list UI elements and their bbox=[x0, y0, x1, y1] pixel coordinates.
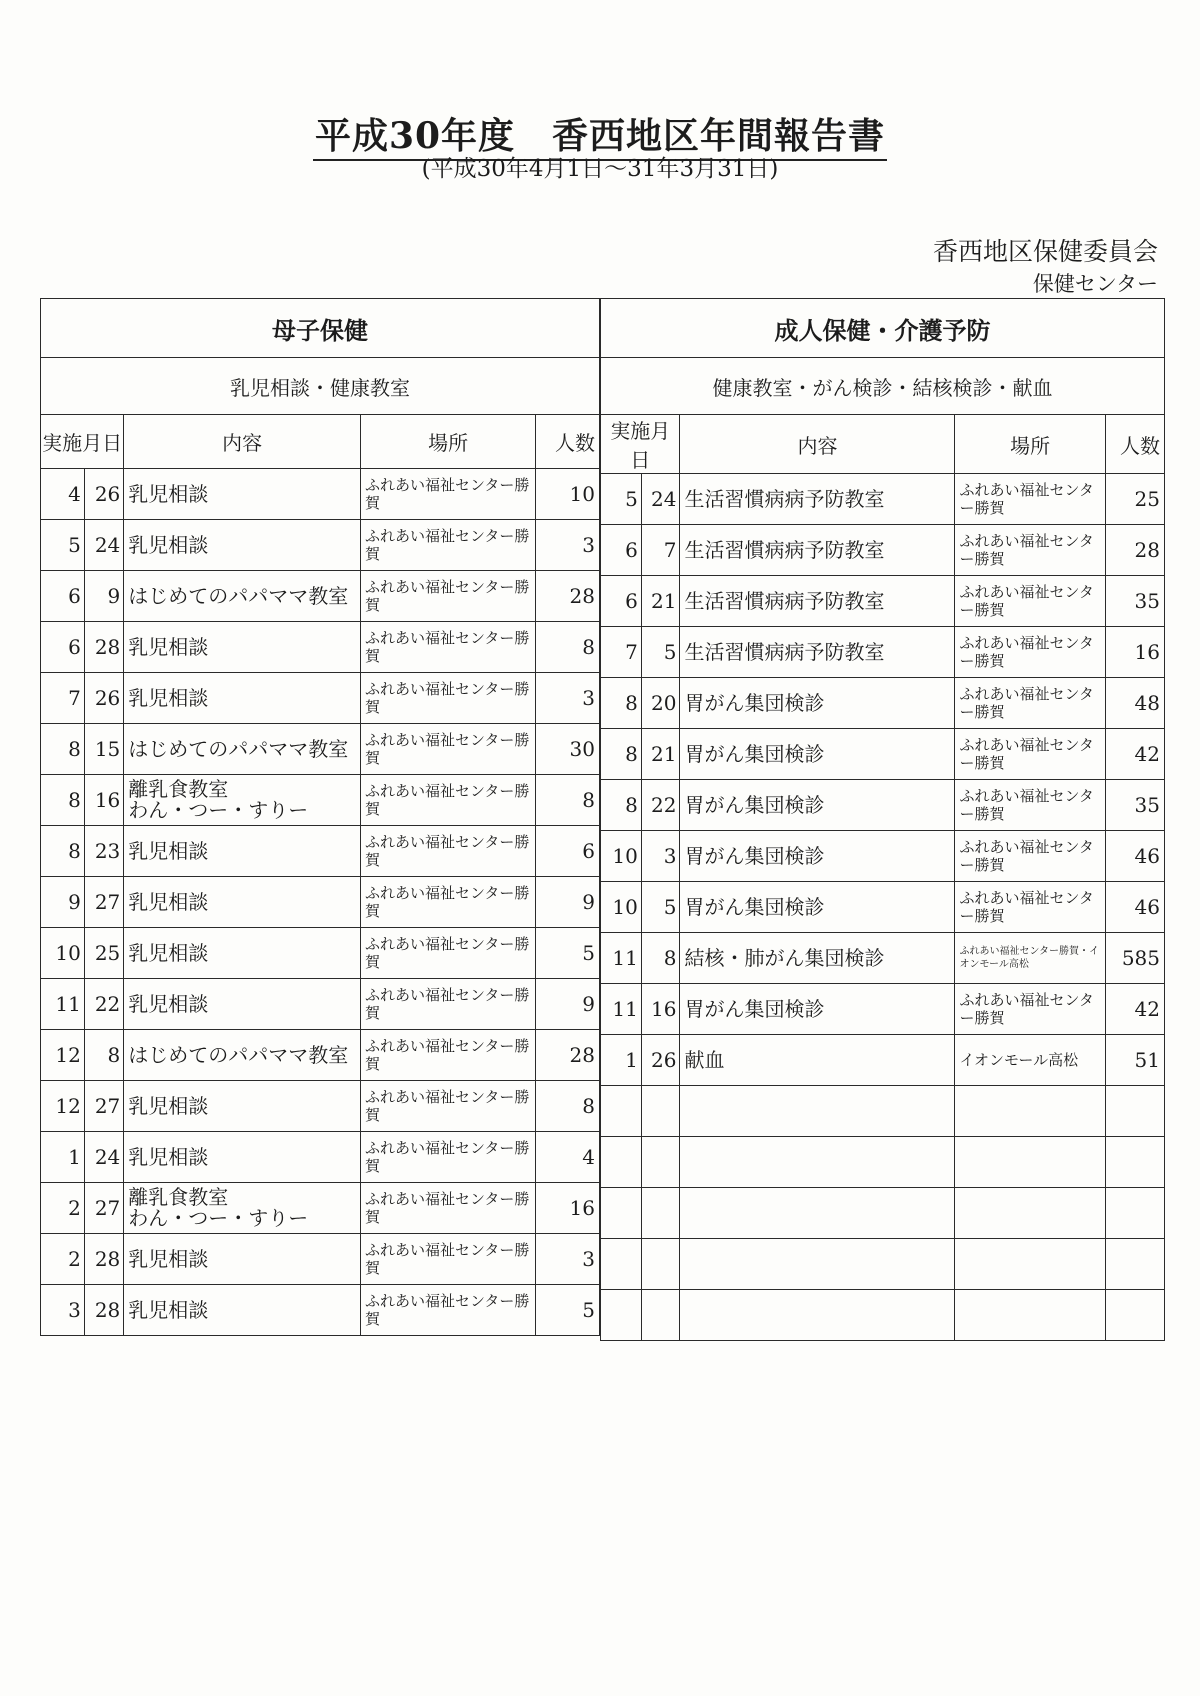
cell-people: 35 bbox=[1105, 780, 1164, 831]
cell-people: 16 bbox=[1105, 627, 1164, 678]
cell-month bbox=[601, 1290, 642, 1341]
cell-people: 9 bbox=[536, 877, 600, 928]
content-line: 生活習慣病病予防教室 bbox=[684, 588, 885, 613]
cell-people: 28 bbox=[536, 1030, 600, 1081]
cell-month: 10 bbox=[601, 831, 642, 882]
cell-content bbox=[680, 474, 955, 525]
cell-day: 28 bbox=[84, 1285, 123, 1336]
section-subtitle: 乳児相談・健康教室 bbox=[41, 358, 600, 415]
cell-people: 35 bbox=[1105, 576, 1164, 627]
department-name: 保健センター bbox=[1032, 272, 1158, 296]
cell-place: ふれあい福祉センター勝賀 bbox=[361, 826, 536, 877]
cell-day: 28 bbox=[84, 622, 123, 673]
cell-month: 7 bbox=[601, 627, 642, 678]
cell-day: 16 bbox=[84, 775, 123, 826]
table-row bbox=[41, 622, 600, 673]
cell-month: 7 bbox=[41, 673, 85, 724]
cell-people bbox=[1105, 1239, 1164, 1290]
content-line: はじめてのパパママ教室 bbox=[128, 583, 349, 608]
cell-day: 27 bbox=[84, 1081, 123, 1132]
cell-month: 10 bbox=[601, 882, 642, 933]
cell-day: 24 bbox=[84, 1132, 123, 1183]
cell-month: 8 bbox=[41, 775, 85, 826]
table-row bbox=[601, 1137, 1165, 1188]
cell-month: 2 bbox=[41, 1234, 85, 1285]
content-line: 胃がん集団検診 bbox=[684, 894, 825, 919]
table-row bbox=[41, 877, 600, 928]
cell-people: 46 bbox=[1105, 831, 1164, 882]
cell-content bbox=[124, 571, 361, 622]
cell-place: ふれあい福祉センター勝賀 bbox=[955, 525, 1105, 576]
content-line: 乳児相談 bbox=[128, 685, 209, 710]
table-row bbox=[41, 1285, 600, 1336]
cell-content bbox=[124, 673, 361, 724]
cell-people: 16 bbox=[536, 1183, 600, 1234]
table-row bbox=[601, 1086, 1165, 1137]
cell-place: ふれあい福祉センター勝賀 bbox=[955, 729, 1105, 780]
cell-people: 3 bbox=[536, 520, 600, 571]
header-content: 内容 bbox=[124, 415, 361, 469]
table-row bbox=[601, 933, 1165, 984]
cell-day: 27 bbox=[84, 1183, 123, 1234]
content-line: 胃がん集団検診 bbox=[684, 996, 825, 1021]
content-line: 乳児相談 bbox=[128, 889, 209, 914]
table-row bbox=[41, 520, 600, 571]
cell-people bbox=[1105, 1086, 1164, 1137]
cell-month: 10 bbox=[41, 928, 85, 979]
cell-day: 28 bbox=[84, 1234, 123, 1285]
cell-people: 51 bbox=[1105, 1035, 1164, 1086]
table-row bbox=[601, 831, 1165, 882]
cell-place: ふれあい福祉センター勝賀 bbox=[361, 673, 536, 724]
table-row bbox=[41, 724, 600, 775]
cell-people bbox=[1105, 1290, 1164, 1341]
cell-people: 3 bbox=[536, 673, 600, 724]
cell-people: 8 bbox=[536, 622, 600, 673]
cell-day bbox=[641, 1188, 680, 1239]
cell-content bbox=[680, 678, 955, 729]
cell-day: 26 bbox=[84, 673, 123, 724]
cell-month: 11 bbox=[601, 933, 642, 984]
content-line: 胃がん集団検診 bbox=[684, 741, 825, 766]
table-row bbox=[41, 928, 600, 979]
cell-content bbox=[680, 1137, 955, 1188]
cell-place: ふれあい福祉センター勝賀 bbox=[955, 882, 1105, 933]
cell-people: 46 bbox=[1105, 882, 1164, 933]
cell-content bbox=[680, 1239, 955, 1290]
table-row bbox=[41, 979, 600, 1030]
cell-place bbox=[955, 1137, 1105, 1188]
cell-month: 6 bbox=[41, 622, 85, 673]
cell-day: 21 bbox=[641, 729, 680, 780]
table-row bbox=[601, 729, 1165, 780]
cell-content bbox=[124, 1183, 361, 1234]
cell-content bbox=[124, 1132, 361, 1183]
cell-content bbox=[680, 627, 955, 678]
cell-content bbox=[680, 525, 955, 576]
cell-day: 24 bbox=[84, 520, 123, 571]
table-row bbox=[601, 984, 1165, 1035]
cell-month bbox=[601, 1086, 642, 1137]
cell-month: 11 bbox=[41, 979, 85, 1030]
cell-content bbox=[680, 831, 955, 882]
cell-content bbox=[680, 1035, 955, 1086]
content-line: 乳児相談 bbox=[128, 1093, 209, 1118]
maternal-child-health-table bbox=[40, 298, 600, 1336]
cell-content bbox=[680, 576, 955, 627]
content-line-2: わん・つー・すりー bbox=[128, 798, 309, 822]
section-title: 母子保健 bbox=[41, 299, 600, 358]
cell-place: ふれあい福祉センター勝賀 bbox=[361, 877, 536, 928]
report-period: (平成30年4月1日～31年3月31日) bbox=[421, 156, 779, 182]
cell-place bbox=[955, 1290, 1105, 1341]
cell-place bbox=[955, 1239, 1105, 1290]
cell-place: ふれあい福祉センター勝賀 bbox=[361, 979, 536, 1030]
cell-place: ふれあい福祉センター勝賀 bbox=[361, 928, 536, 979]
cell-month: 1 bbox=[601, 1035, 642, 1086]
table-row bbox=[601, 576, 1165, 627]
cell-place: ふれあい福祉センター勝賀・イオンモール高松 bbox=[955, 933, 1105, 984]
header-date: 実施月日 bbox=[41, 415, 124, 469]
table-row bbox=[41, 1132, 600, 1183]
content-line: 胃がん集団検診 bbox=[684, 792, 825, 817]
cell-place: ふれあい福祉センター勝賀 bbox=[361, 622, 536, 673]
cell-day: 26 bbox=[641, 1035, 680, 1086]
table-row bbox=[601, 882, 1165, 933]
cell-day: 7 bbox=[641, 525, 680, 576]
cell-content bbox=[680, 882, 955, 933]
content-line: 結核・肺がん集団検診 bbox=[684, 945, 885, 970]
cell-place: ふれあい福祉センター勝賀 bbox=[955, 576, 1105, 627]
content-line: 乳児相談 bbox=[128, 634, 209, 659]
cell-month bbox=[601, 1239, 642, 1290]
cell-month: 12 bbox=[41, 1030, 85, 1081]
header-people: 人数 bbox=[536, 415, 600, 469]
cell-content bbox=[124, 826, 361, 877]
cell-month: 8 bbox=[601, 678, 642, 729]
table-row bbox=[41, 1234, 600, 1285]
content-line: 乳児相談 bbox=[128, 940, 209, 965]
cell-place: ふれあい福祉センター勝賀 bbox=[955, 627, 1105, 678]
cell-content bbox=[124, 1234, 361, 1285]
table-row bbox=[601, 627, 1165, 678]
content-line: 離乳食教室 bbox=[128, 1185, 229, 1209]
cell-place: ふれあい福祉センター勝賀 bbox=[361, 1081, 536, 1132]
cell-place: ふれあい福祉センター勝賀 bbox=[955, 780, 1105, 831]
header-place: 場所 bbox=[955, 415, 1105, 474]
cell-people: 42 bbox=[1105, 984, 1164, 1035]
cell-people: 6 bbox=[536, 826, 600, 877]
cell-month bbox=[601, 1188, 642, 1239]
cell-month: 8 bbox=[601, 729, 642, 780]
cell-content bbox=[124, 928, 361, 979]
cell-day: 23 bbox=[84, 826, 123, 877]
cell-day: 5 bbox=[641, 627, 680, 678]
cell-month: 6 bbox=[41, 571, 85, 622]
table-row bbox=[601, 1239, 1165, 1290]
cell-day: 3 bbox=[641, 831, 680, 882]
table-row bbox=[601, 1188, 1165, 1239]
cell-day: 5 bbox=[641, 882, 680, 933]
cell-day: 27 bbox=[84, 877, 123, 928]
cell-content bbox=[124, 979, 361, 1030]
cell-month: 2 bbox=[41, 1183, 85, 1234]
cell-month: 6 bbox=[601, 576, 642, 627]
cell-month: 1 bbox=[41, 1132, 85, 1183]
table-row bbox=[601, 525, 1165, 576]
content-line: はじめてのパパママ教室 bbox=[128, 736, 349, 761]
cell-day: 25 bbox=[84, 928, 123, 979]
cell-month: 11 bbox=[601, 984, 642, 1035]
cell-people bbox=[1105, 1137, 1164, 1188]
table-row bbox=[41, 775, 600, 826]
cell-place: ふれあい福祉センター勝賀 bbox=[361, 1183, 536, 1234]
content-line: 献血 bbox=[684, 1047, 725, 1072]
cell-people: 30 bbox=[536, 724, 600, 775]
content-line: はじめてのパパママ教室 bbox=[128, 1042, 349, 1067]
content-line: 乳児相談 bbox=[128, 1297, 209, 1322]
header-content: 内容 bbox=[680, 415, 955, 474]
cell-people: 585 bbox=[1105, 933, 1164, 984]
cell-place: ふれあい福祉センター勝賀 bbox=[955, 474, 1105, 525]
content-line: 乳児相談 bbox=[128, 1144, 209, 1169]
cell-month: 9 bbox=[41, 877, 85, 928]
cell-day: 16 bbox=[641, 984, 680, 1035]
cell-content bbox=[680, 933, 955, 984]
content-line-2: わん・つー・すりー bbox=[128, 1206, 309, 1230]
cell-place: ふれあい福祉センター勝賀 bbox=[955, 984, 1105, 1035]
content-line: 乳児相談 bbox=[128, 1246, 209, 1271]
cell-people: 48 bbox=[1105, 678, 1164, 729]
cell-day bbox=[641, 1290, 680, 1341]
cell-place: ふれあい福祉センター勝賀 bbox=[361, 1285, 536, 1336]
report-title-text: 平成30年度 香西地区年間報告書 bbox=[313, 115, 887, 161]
cell-month: 3 bbox=[41, 1285, 85, 1336]
cell-day: 8 bbox=[641, 933, 680, 984]
content-line: 乳児相談 bbox=[128, 481, 209, 506]
cell-content bbox=[124, 1030, 361, 1081]
cell-content bbox=[680, 1290, 955, 1341]
cell-place: ふれあい福祉センター勝賀 bbox=[361, 469, 536, 520]
cell-people: 28 bbox=[536, 571, 600, 622]
content-line: 胃がん集団検診 bbox=[684, 690, 825, 715]
cell-place: ふれあい福祉センター勝賀 bbox=[955, 831, 1105, 882]
cell-place: イオンモール高松 bbox=[955, 1035, 1105, 1086]
cell-content bbox=[680, 729, 955, 780]
content-line: 乳児相談 bbox=[128, 532, 209, 557]
cell-place: ふれあい福祉センター勝賀 bbox=[361, 1132, 536, 1183]
cell-content bbox=[124, 520, 361, 571]
table-row bbox=[601, 678, 1165, 729]
cell-content bbox=[124, 775, 361, 826]
cell-place: ふれあい福祉センター勝賀 bbox=[361, 571, 536, 622]
cell-month: 5 bbox=[41, 520, 85, 571]
table-row bbox=[601, 1290, 1165, 1341]
cell-content bbox=[124, 1285, 361, 1336]
table-row bbox=[41, 571, 600, 622]
cell-month: 12 bbox=[41, 1081, 85, 1132]
cell-month: 8 bbox=[41, 826, 85, 877]
content-line: 生活習慣病病予防教室 bbox=[684, 486, 885, 511]
cell-place: ふれあい福祉センター勝賀 bbox=[361, 724, 536, 775]
cell-place: ふれあい福祉センター勝賀 bbox=[361, 775, 536, 826]
table-row bbox=[41, 673, 600, 724]
cell-content bbox=[680, 1188, 955, 1239]
cell-day bbox=[641, 1086, 680, 1137]
table-row bbox=[41, 1030, 600, 1081]
cell-day: 21 bbox=[641, 576, 680, 627]
cell-place bbox=[955, 1086, 1105, 1137]
content-line: 離乳食教室 bbox=[128, 777, 229, 801]
cell-day: 22 bbox=[84, 979, 123, 1030]
cell-place: ふれあい福祉センター勝賀 bbox=[361, 1234, 536, 1285]
cell-people: 3 bbox=[536, 1234, 600, 1285]
content-line: 胃がん集団検診 bbox=[684, 843, 825, 868]
cell-month: 6 bbox=[601, 525, 642, 576]
header-date: 実施月日 bbox=[601, 415, 680, 474]
cell-month bbox=[601, 1137, 642, 1188]
cell-day: 22 bbox=[641, 780, 680, 831]
table-row bbox=[41, 1081, 600, 1132]
cell-people: 28 bbox=[1105, 525, 1164, 576]
cell-day: 8 bbox=[84, 1030, 123, 1081]
content-line: 生活習慣病病予防教室 bbox=[684, 537, 885, 562]
header-people: 人数 bbox=[1105, 415, 1164, 474]
cell-content bbox=[124, 469, 361, 520]
table-row bbox=[41, 826, 600, 877]
content-line: 乳児相談 bbox=[128, 838, 209, 863]
cell-day: 9 bbox=[84, 571, 123, 622]
section-title: 成人保健・介護予防 bbox=[601, 299, 1165, 358]
section-subtitle: 健康教室・がん検診・結核検診・献血 bbox=[601, 358, 1165, 415]
content-line: 乳児相談 bbox=[128, 991, 209, 1016]
cell-people: 25 bbox=[1105, 474, 1164, 525]
table-row bbox=[601, 1035, 1165, 1086]
content-line: 生活習慣病病予防教室 bbox=[684, 639, 885, 664]
cell-day: 24 bbox=[641, 474, 680, 525]
cell-content bbox=[124, 724, 361, 775]
cell-content bbox=[680, 1086, 955, 1137]
cell-place: ふれあい福祉センター勝賀 bbox=[361, 520, 536, 571]
cell-content bbox=[124, 622, 361, 673]
table-row bbox=[601, 474, 1165, 525]
cell-content bbox=[124, 1081, 361, 1132]
table-row bbox=[601, 780, 1165, 831]
cell-people: 8 bbox=[536, 775, 600, 826]
cell-place bbox=[955, 1188, 1105, 1239]
cell-day bbox=[641, 1137, 680, 1188]
cell-people: 5 bbox=[536, 1285, 600, 1336]
adult-health-care-prevention-table bbox=[600, 298, 1165, 1341]
cell-month: 5 bbox=[601, 474, 642, 525]
cell-month: 8 bbox=[41, 724, 85, 775]
cell-content bbox=[124, 877, 361, 928]
cell-people: 10 bbox=[536, 469, 600, 520]
cell-content bbox=[680, 984, 955, 1035]
cell-place: ふれあい福祉センター勝賀 bbox=[955, 678, 1105, 729]
cell-people: 9 bbox=[536, 979, 600, 1030]
organization-name: 香西地区保健委員会 bbox=[932, 237, 1158, 266]
header-place: 場所 bbox=[361, 415, 536, 469]
cell-people: 4 bbox=[536, 1132, 600, 1183]
table-row bbox=[41, 469, 600, 520]
table-row bbox=[41, 1183, 600, 1234]
cell-day bbox=[641, 1239, 680, 1290]
cell-people bbox=[1105, 1188, 1164, 1239]
cell-people: 5 bbox=[536, 928, 600, 979]
cell-month: 4 bbox=[41, 469, 85, 520]
cell-month: 8 bbox=[601, 780, 642, 831]
cell-people: 8 bbox=[536, 1081, 600, 1132]
cell-day: 20 bbox=[641, 678, 680, 729]
cell-content bbox=[680, 780, 955, 831]
cell-place: ふれあい福祉センター勝賀 bbox=[361, 1030, 536, 1081]
cell-day: 26 bbox=[84, 469, 123, 520]
cell-day: 15 bbox=[84, 724, 123, 775]
cell-people: 42 bbox=[1105, 729, 1164, 780]
